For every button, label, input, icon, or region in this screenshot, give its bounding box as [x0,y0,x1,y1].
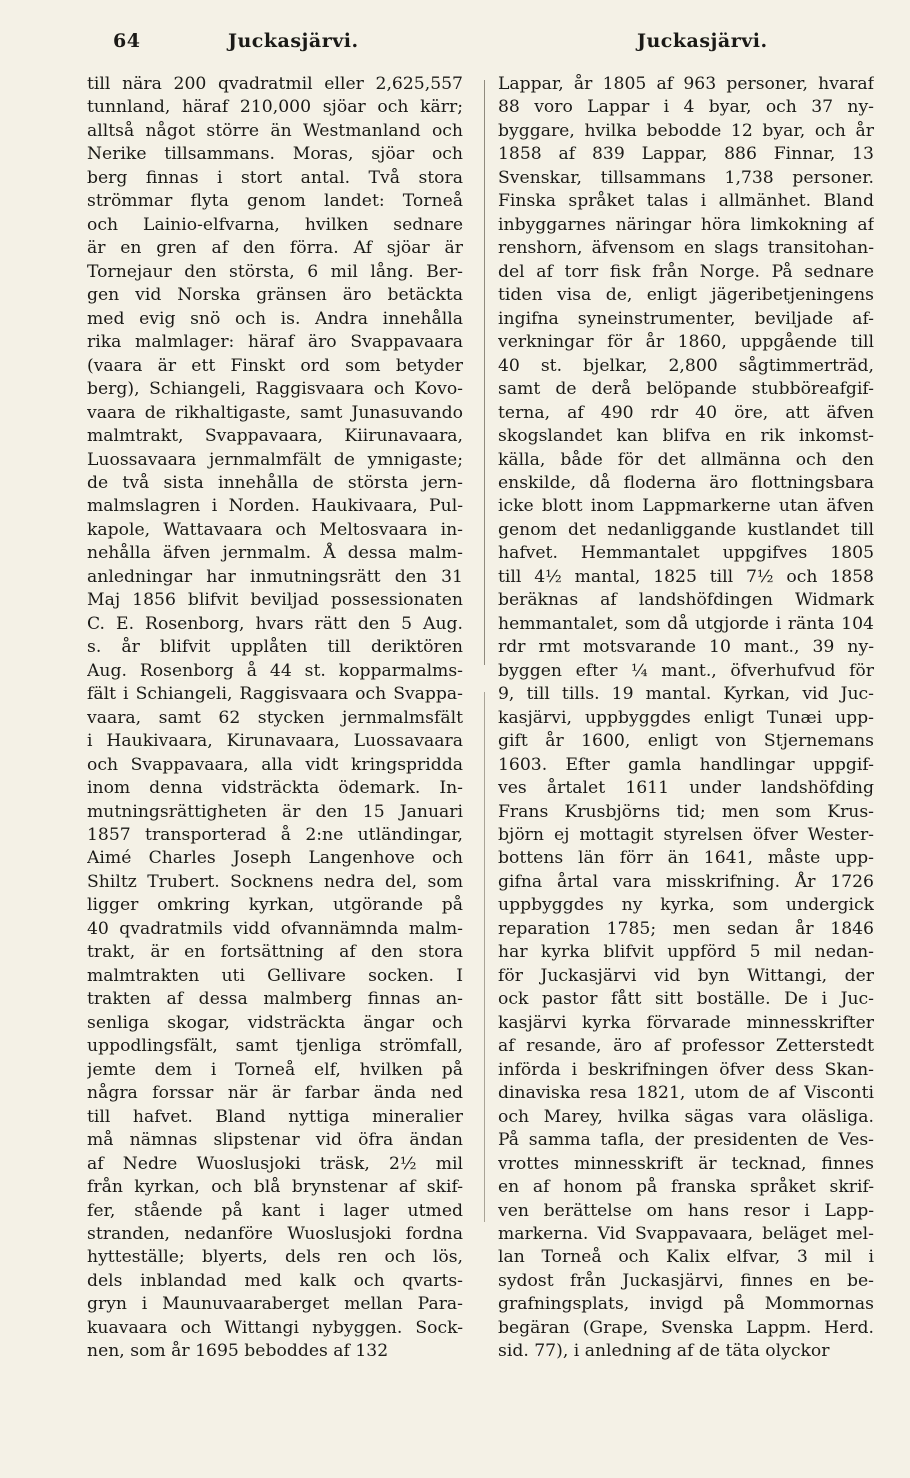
text-line: C. E. Rosenborg, hvars rätt den 5 Aug. [87,613,463,634]
right-text-column [498,73,874,1364]
text-line: lan Torneå och Kalix elfvar, 3 mil i [498,1247,874,1268]
text-line: 9, till tills. 19 mantal. Kyrkan, vid Juc- [498,684,874,705]
text-line: till hafvet. Bland nyttiga mineralier [87,1106,463,1127]
text-line: i Haukivaara, Kirunavaara, Luossavaara [87,731,463,752]
text-line: med evig snö och is. Andra innehålla [87,308,463,329]
text-line: s. år blifvit upplåten till deriktören [87,637,463,658]
text-line: uppodlingsfält, samt tjenliga strömfall, [87,1036,463,1057]
text-line: Nerike tillsammans. Moras, sjöar och [87,144,463,165]
text-line: beräknas af landshöfdingen Widmark [498,590,874,611]
text-line: ingifna syneinstrumenter, beviljade af- [498,308,874,329]
text-line: stranden, nedanföre Wuoslusjoki fordna [87,1223,463,1244]
text-line: trakten af dessa malmberg finnas an- [87,989,463,1010]
text-line: dels inblandad med kalk och qvarts- [87,1270,463,1291]
text-line: dinaviska resa 1821, utom de af Visconti [498,1083,874,1104]
text-line: må nämnas slipstenar vid öfra ändan [87,1130,463,1151]
text-line: (vaara är ett Finskt ord som betyder [87,355,463,376]
text-line: terna, af 490 rdr 40 öre, att äfven [498,402,874,423]
text-line: Aimé Charles Joseph Langenhove och [87,848,463,869]
text-line: På samma tafla, der presidenten de Ves- [498,1130,874,1151]
left-text-column [87,73,463,1364]
text-line: vaara, samt 62 stycken jernmalmsfält [87,707,463,728]
text-line: ven berättelse om hans resor i Lapp- [498,1200,874,1221]
text-line: byggen efter ¼ mant., öfverhufvud för [498,660,874,681]
text-line: vrottes minnesskrift är tecknad, finnes [498,1153,874,1174]
text-line: af Nedre Wuoslusjoki träsk, 2½ mil [87,1153,463,1174]
text-line: några forssar när är farbar ända ned [87,1083,463,1104]
text-line: mutningsrättigheten är den 15 Januari [87,801,463,822]
text-line: 1858 af 839 Lappar, 886 Finnar, 13 [498,144,874,165]
text-line: enskilde, då floderna äro flottningsbara [498,472,874,493]
text-line: tiden visa de, enligt jägeribetjeningens [498,285,874,306]
text-line: nen, som år 1695 beboddes af 132 [87,1341,389,1362]
text-line: från kyrkan, och blå brynstenar af skif- [87,1177,463,1198]
text-line: kapole, Wattavaara och Meltosvaara in- [87,519,463,540]
text-line: trakt, är en fortsättning af den stora [87,942,463,963]
text-line: hafvet. Hemmantalet uppgifves 1805 [498,543,874,564]
text-line: kasjärvi, uppbyggdes enligt Tunæi upp- [498,707,874,728]
text-line: gift år 1600, enligt von Stjernemans [498,731,874,752]
text-line: grafningsplats, invigd på Mommornas [498,1294,874,1315]
text-line: är en gren af den förra. Af sjöar är [87,238,463,259]
text-line: Aug. Rosenborg å 44 st. kopparmalms- [87,660,463,681]
text-line: verkningar för år 1860, uppgående till [498,332,874,353]
text-line: nehålla äfven jernmalm. Å dessa malm- [87,543,463,564]
text-line: ock pastor fått sitt boställe. De i Juc- [498,989,874,1010]
text-line: senliga skogar, vidsträckta ängar och [87,1012,463,1033]
text-line: inbyggarnes näringar höra limkokning af [498,214,874,235]
text-line: Finska språket talas i allmänhet. Bland [498,191,874,212]
text-line: strömmar flyta genom landet: Torneå [87,191,463,212]
text-line: vaara de rikhaltigaste, samt Junasuvando [87,402,463,423]
column-divider [484,80,485,665]
text-line: gen vid Norska gränsen äro betäckta [87,285,463,306]
text-line: källa, både för det allmänna och den [498,449,874,470]
text-line: Shiltz Trubert. Socknens nedra del, som [87,871,463,892]
text-line: ves årtalet 1611 under landshöfding [498,778,874,799]
text-line: till 4½ mantal, 1825 till 7½ och 1858 [498,566,874,587]
text-line: en af honom på franska språket skrif- [498,1177,874,1198]
text-line: malmtrakten uti Gellivare socken. I [87,965,463,986]
text-line: gryn i Maunuvaaraberget mellan Para- [87,1294,463,1315]
text-line: fält i Schiangeli, Raggisvaara och Svappa- [87,684,463,705]
text-line: del af torr fisk från Norge. På sednare [498,261,874,282]
text-line: tunnland, häraf 210,000 sjöar och kärr; [87,97,463,118]
text-line: uppbyggdes ny kyrka, som undergick [498,895,874,916]
text-line: alltså något större än Westmanland och [87,120,463,141]
text-line: sid. 77), i anledning af de täta olyckor [498,1341,830,1362]
text-line: kasjärvi kyrka förvarade minnesskrifter [498,1012,874,1033]
text-line: Lappar, år 1805 af 963 personer, hvaraf [498,74,874,94]
text-line: björn ej mottagit styrelsen öfver Wester- [498,825,874,845]
text-line: rika malmlager: häraf äro Svappavaara [87,332,463,353]
page-number: 64 [113,30,141,52]
text-line: för Juckasjärvi vid byn Wittangi, der [498,965,874,986]
text-line: Tornejaur den största, 6 mil lång. Ber- [87,261,463,282]
text-line: Maj 1856 blifvit beviljad possessionaten [87,590,463,611]
running-head-left: Juckasjärvi. [228,30,359,52]
text-line: icke blott inom Lappmarkerne utan äfven [498,496,874,517]
text-line: malmtrakt, Svappavaara, Kiirunavaara, [87,426,463,447]
text-line: och Marey, hvilka sägas vara oläsliga. [498,1106,874,1127]
text-line: till nära 200 qvadratmil eller 2,625,557 [87,74,463,94]
text-line: och Svappavaara, alla vidt kringspridda [87,754,463,775]
text-line: har kyrka blifvit uppförd 5 mil nedan- [498,942,874,963]
running-head-right: Juckasjärvi. [637,30,768,52]
text-line: markerna. Vid Svappavaara, beläget mel- [498,1223,874,1244]
text-line: renshorn, äfvensom en slags transitohan- [498,238,874,259]
text-line: sydost från Juckasjärvi, finnes en be- [498,1270,874,1291]
text-line: de två sista innehålla de största jern- [87,472,463,493]
text-line: gifna årtal vara misskrifning. År 1726 [498,871,874,892]
text-line: 40 qvadratmils vidd ofvannämnda malm- [87,918,463,939]
text-line: Svenskar, tillsammans 1,738 personer. [498,167,874,188]
text-line: fer, stående på kant i lager utmed [87,1200,463,1221]
text-line: hemmantalet, som då utgjorde i ränta 104 [498,613,874,634]
text-line: införda i beskrifningen öfver dess Skan- [498,1059,874,1080]
text-line: byggare, hvilka bebodde 12 byar, och år [498,120,874,141]
column-divider-lower [484,692,485,1222]
text-line: och Lainio-elfvarna, hvilken sednare [87,214,463,235]
text-line: ligger omkring kyrkan, utgörande på [87,895,463,916]
text-line: kuavaara och Wittangi nybyggen. Sock- [87,1317,463,1338]
text-line: anledningar har inmutningsrätt den 31 [87,566,463,587]
text-line: berg finnas i stort antal. Två stora [87,167,463,188]
text-line: samt de derå belöpande stubböreafgif- [498,379,874,400]
text-line: berg), Schiangeli, Raggisvaara och Kovo- [87,379,463,400]
text-line: begäran (Grape, Svenska Lappm. Herd. [498,1317,874,1338]
text-line: Luossavaara jernmalmfält de ymnigaste; [87,449,463,470]
text-line: skogslandet kan blifva en rik inkomst- [498,426,874,447]
text-line: malmslagren i Norden. Haukivaara, Pul- [87,496,463,517]
text-line: rdr rmt motsvarande 10 mant., 39 ny- [498,637,874,658]
text-line: 1857 transporterad å 2:ne utländingar, [87,825,463,845]
text-line: genom det nedanliggande kustlandet till [498,519,874,540]
text-line: hytteställe; blyerts, dels ren och lös, [87,1247,463,1268]
text-line: af resande, äro af professor Zetterstedt [498,1036,874,1057]
text-line: bottens län förr än 1641, måste upp- [498,848,874,869]
text-line: jemte dem i Torneå elf, hvilken på [87,1059,463,1080]
text-line: reparation 1785; men sedan år 1846 [498,918,874,939]
text-line: Frans Krusbjörns tid; men som Krus- [498,801,874,822]
text-line: 88 voro Lappar i 4 byar, och 37 ny- [498,97,874,118]
text-line: 1603. Efter gamla handlingar uppgif- [498,754,874,775]
text-line: 40 st. bjelkar, 2,800 sågtimmerträd, [498,355,874,376]
text-line: inom denna vidsträckta ödemark. In- [87,778,463,799]
